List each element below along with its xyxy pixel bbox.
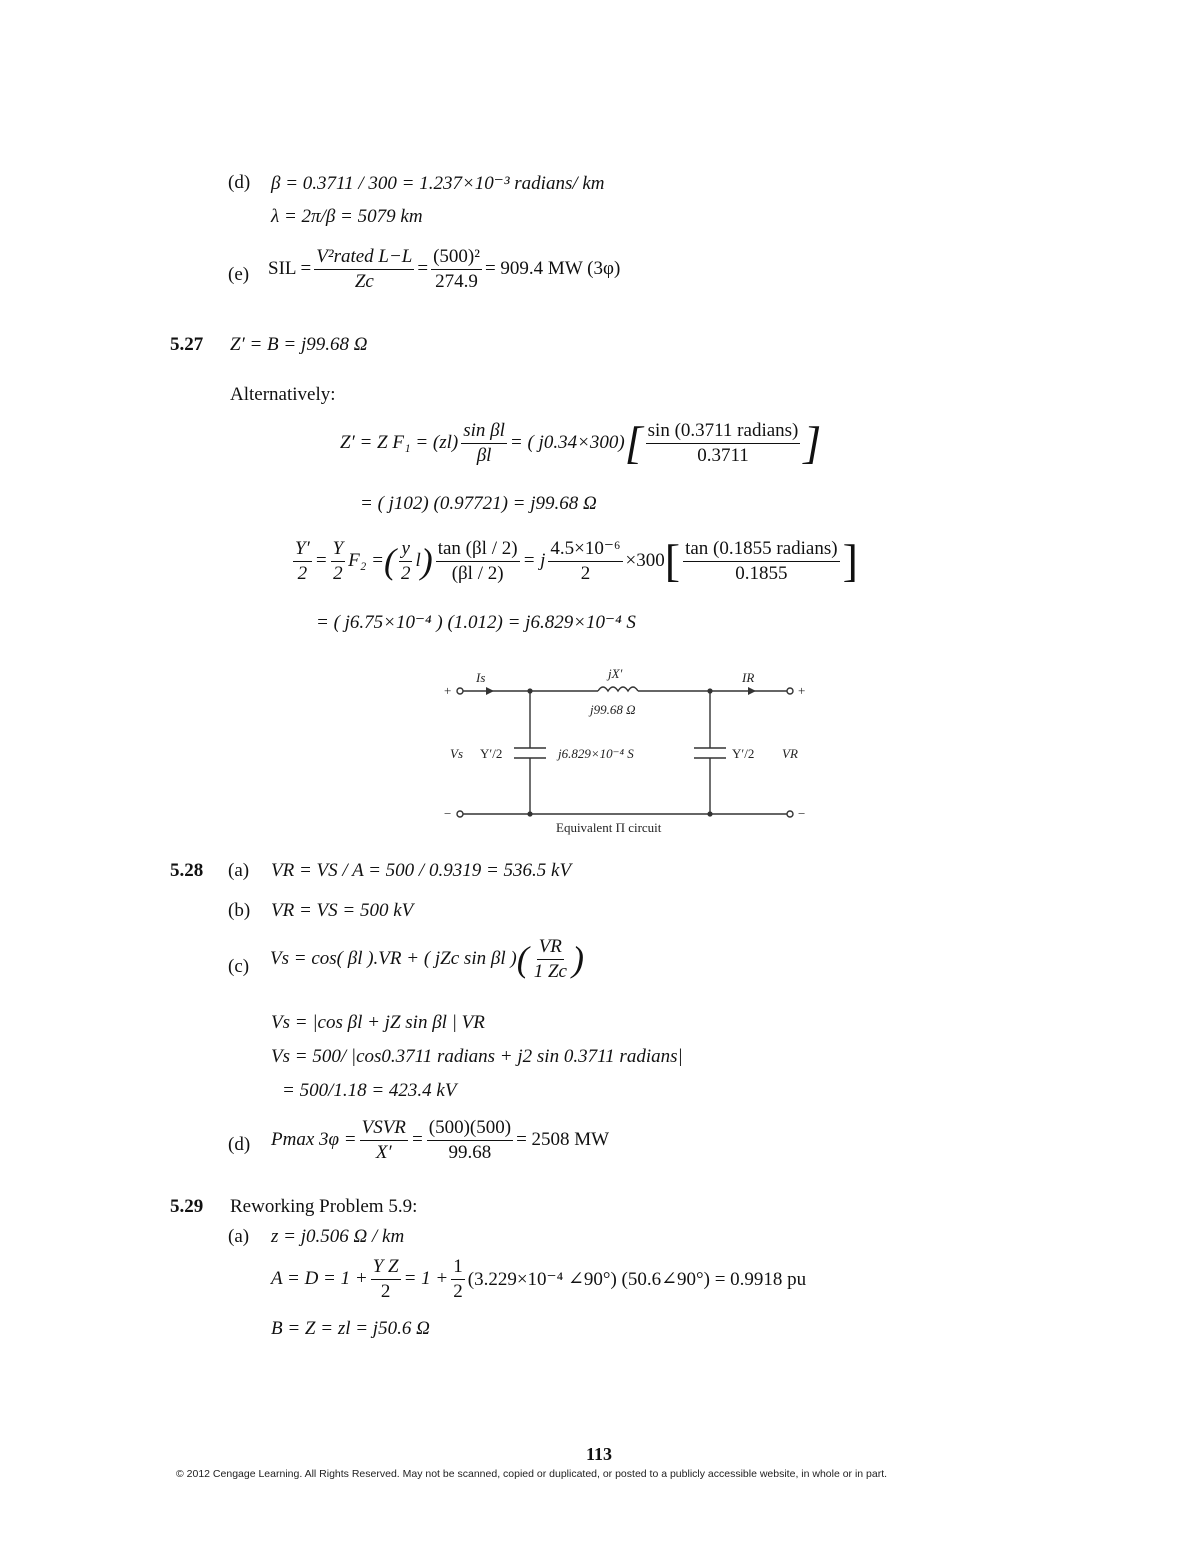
lambda-equation: λ = 2π/β = 5079 km [271, 206, 423, 227]
jx-label: jX′ [608, 666, 623, 681]
beta-equation: β = 0.3711 / 300 = 1.237×10⁻³ radians/ km [271, 173, 605, 194]
vs-equation-c3: Vs = 500/ |cos0.3711 radians + j2 sin 0.3711 radians| [271, 1046, 683, 1067]
y-prime-result: = ( j6.75×10⁻⁴ ) (1.012) = j6.829×10⁻⁴ S [316, 612, 636, 633]
part-d-label-528: (d) [228, 1134, 251, 1155]
sinbl-fraction: $\frac{\text{sin βl}}{\beta l}$ [463, 420, 505, 466]
y-prime-expansion: $\frac{Y'}{2}$ = $\frac{Y}{2}$ F₂ = ( $\frac{y}{2}$ l ) $\frac{\tan (\beta l / 2)}{(\beta l / 2)}$ = j $\frac{\text{4.5×10⁻⁶}}{2}$ ×300 [ $\frac{\text{tan (0.1855 radians)}}{0.1855}$ ] [295, 535, 858, 587]
page-number: 113 [586, 1444, 613, 1464]
part-c-label: (c) [228, 956, 250, 977]
equivalent-pi-circuit [430, 660, 820, 840]
part-a-label-529: (a) [228, 1226, 250, 1247]
sin-radians-fraction: $\frac{\text{sin (0.3711 radians)}}{0.3711}$ [647, 420, 799, 466]
plus-right: + [798, 683, 806, 698]
problem-5-28-number: 5.28 [170, 860, 204, 881]
z-prime-equation: Z′ = B = j99.68 Ω [230, 334, 368, 355]
sil-fraction-2: $\frac{\text{(500)²}}{274.9}$ [433, 246, 480, 292]
sil-label: SIL = [268, 258, 312, 280]
y2-left-label: Y′/2 [480, 746, 503, 761]
vs-label: Vs [450, 746, 463, 761]
vr-equation-a: VR = VS / A = 500 / 0.9319 = 536.5 kV [271, 860, 572, 881]
circuit-caption: Equivalent Π circuit [556, 820, 662, 835]
z-prime-expansion: Z′ = Z F₁ = (zl) $\frac{\text{sin βl}}{\beta l}$ = ( j0.34×300) [ $\frac{\text{sin (0.3711 radians)}}{0.3711}$ ] [340, 417, 822, 469]
alternatively-text: Alternatively: [230, 384, 336, 405]
part-b-label: (b) [228, 900, 251, 921]
vr-equation-b: VR = VS = 500 kV [271, 900, 414, 921]
b-equation: B = Z = zl = j50.6 Ω [271, 1318, 430, 1339]
problem-5-29-title: Reworking Problem 5.9: [230, 1196, 418, 1217]
pmax-equation: Pmax 3φ = $\frac{\text{VSVR}}{X'}$ = $\frac{(500)(500)}{99.68}$ = 2508 MW [271, 1117, 610, 1163]
minus-left: − [444, 806, 452, 821]
vr-label: VR [782, 746, 798, 761]
sil-fraction-1: $\frac{\text{V²rated L−L}}{Zc}$ [316, 246, 413, 292]
sil-equation: SIL = $\frac{\text{V²rated L−L}}{Zc}$ = $\frac{\text{(500)²}}{274.9}$ = 909.4 MW (3φ) [268, 246, 621, 292]
plus-left: + [444, 683, 452, 698]
part-d-label: (d) [228, 172, 251, 193]
sil-result: = 909.4 MW (3φ) [484, 258, 621, 280]
jx-value: j99.68 Ω [590, 702, 636, 717]
problem-5-27-number: 5.27 [170, 334, 204, 355]
a-d-equation: A = D = 1 + $\frac{\text{Y Z}}{2}$ = 1 + $\frac{1}{2}$ (3.229×10⁻⁴ ∠90°) (50.6∠90°) = 0.9918 pu [271, 1256, 807, 1302]
ir-label: IR [742, 670, 755, 685]
y2-right-label: Y′/2 [732, 746, 755, 761]
vs-equation-c4: = 500/1.18 = 423.4 kV [282, 1080, 457, 1101]
inductor-symbol [598, 687, 638, 691]
part-e-label: (e) [228, 264, 250, 285]
part-a-label: (a) [228, 860, 250, 881]
vs-equation-c2: Vs = |cos βl + jZ sin βl | VR [271, 1012, 485, 1033]
z-per-km: z = j0.506 Ω / km [271, 1226, 405, 1247]
is-label: Is [476, 670, 486, 685]
y-value: j6.829×10⁻⁴ S [558, 746, 634, 761]
copyright-notice: © 2012 Cengage Learning. All Rights Reserved. May not be scanned, copied or duplicated, or posted to a publicly accessible website, in whole or in part. [176, 1468, 888, 1480]
minus-right: − [798, 806, 806, 821]
problem-5-29-number: 5.29 [170, 1196, 204, 1217]
vs-equation-c: Vs = cos( βl ).VR + ( jZc sin βl ) ( $\frac{VR}{1 Zc}$ ) [270, 936, 584, 982]
z-prime-result: = ( j102) (0.97721) = j99.68 Ω [360, 493, 597, 514]
